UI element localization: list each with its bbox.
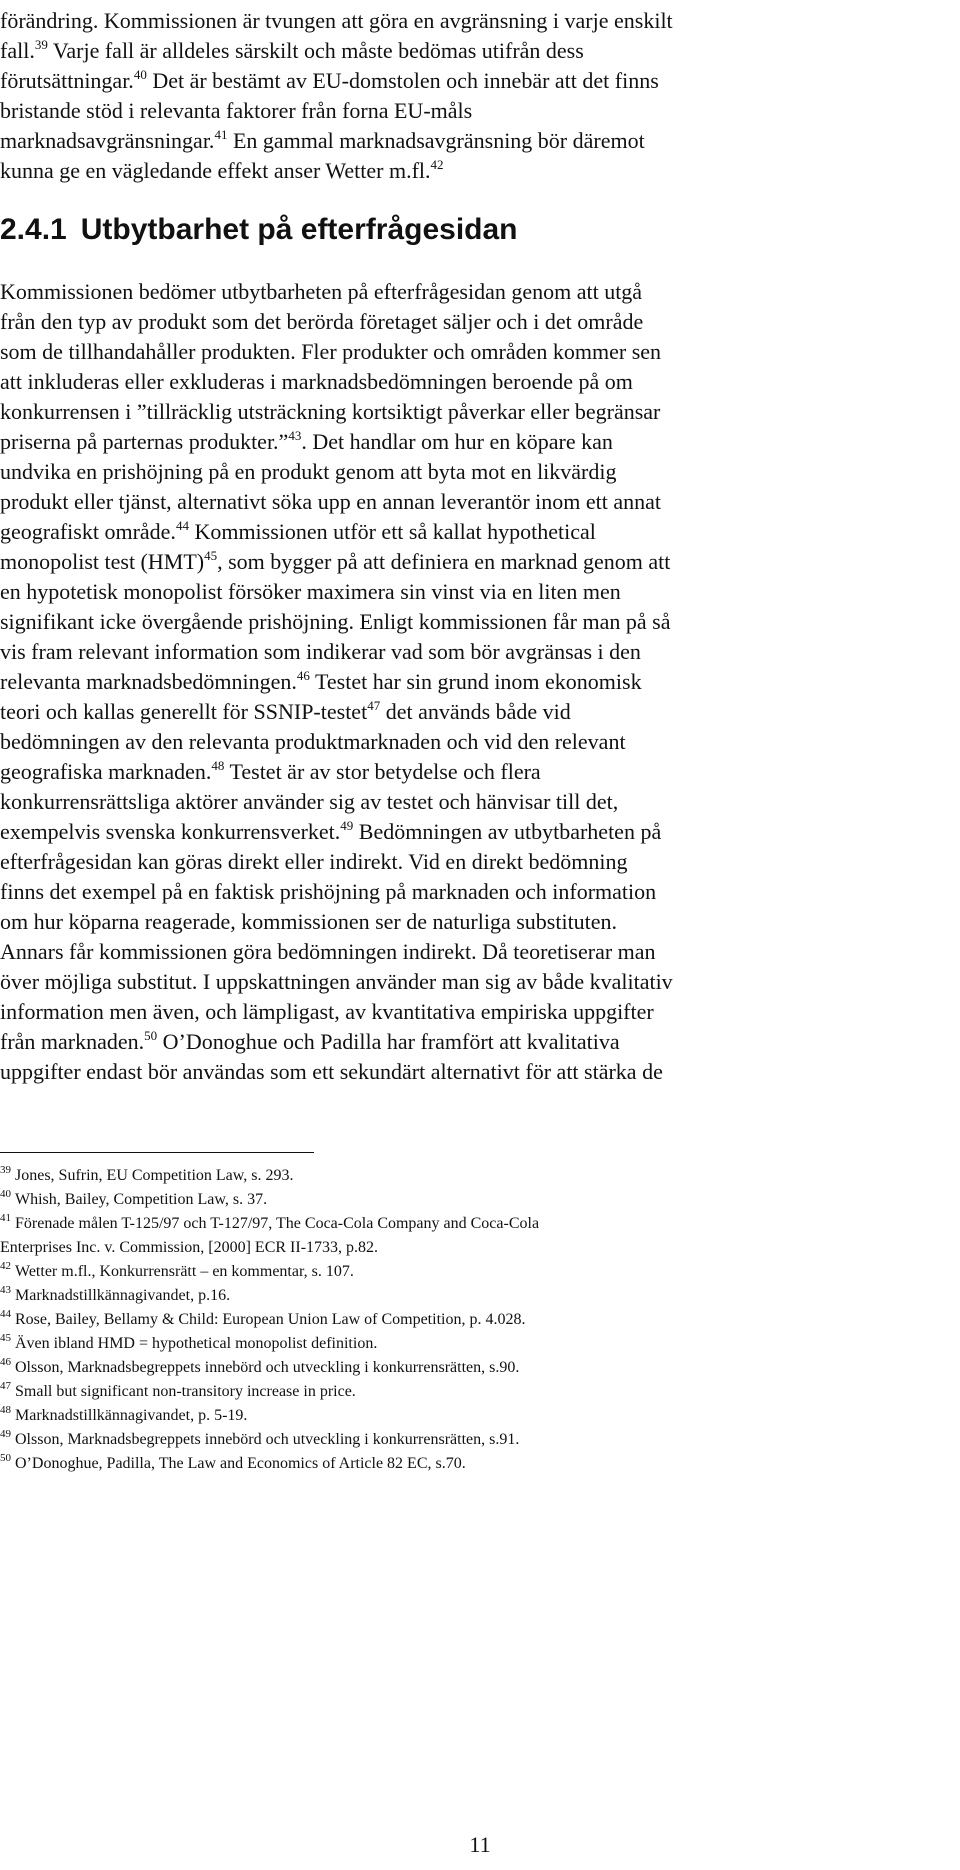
line-text: konkurrensen i ”tillräcklig utsträckning kortsiktigt påverkar eller begränsar [0,399,661,424]
footnote-number: 40 [0,1188,11,1200]
footnote-reference[interactable]: 43 [288,428,302,443]
footnote [0,1380,960,1404]
line-text: signifikant icke övergående prishöjning. Enligt kommissionen får man på så [0,609,671,634]
footnote-reference[interactable]: 41 [214,127,228,142]
footnote-text: Wetter m.fl., Konkurrensrätt – en kommentar, s. 107. [15,1263,354,1280]
line-text: teori och kallas generellt för SSNIP-testet [0,699,368,724]
line-text: från marknaden. [0,1029,145,1054]
text-line [0,967,960,997]
footnote-number: 39 [0,1164,11,1176]
footnote-text: Även ibland HMD = hypothetical monopolist definition. [15,1335,378,1352]
text-line [0,427,960,457]
footnote-text: Rose, Bailey, Bellamy & Child: European Union Law of Competition, p. 4.028. [15,1311,526,1328]
line-text: konkurrensrättsliga aktörer använder sig av testet och hänvisar till det, [0,789,619,814]
line-text: som de tillhandahåller produkten. Fler produkter och områden kommer sen [0,339,662,364]
footnote-separator [0,1152,314,1153]
footnote-text: Small but significant non-transitory increase in price. [15,1383,356,1400]
text-line [0,1027,960,1057]
line-text: relevanta marknadsbedömningen. [0,669,297,694]
text-line [0,1057,960,1087]
page-number: 11 [469,1832,491,1857]
footnote-number: 49 [0,1428,11,1440]
footnote [0,1188,960,1212]
text-line [0,487,960,517]
section-heading [0,212,518,248]
footnote [0,1356,960,1380]
line-text: undvika en prishöjning på en produkt genom att byta mot en likvärdig [0,459,617,484]
line-text: monopolist test (HMT) [0,549,205,574]
text-line [0,457,960,487]
section-title: Utbytbarhet på efterfrågesidan [80,213,518,246]
line-text: att inkluderas eller exkluderas i marknadsbedömningen beroende på om [0,369,633,394]
footnote-number: 45 [0,1332,11,1344]
footnote-number: 44 [0,1308,11,1320]
line-text: information men även, och lämpligast, av kvantitativa empiriska uppgifter [0,999,654,1024]
text-line [0,607,960,637]
footnote-text: Marknadstillkännagivandet, p. 5-19. [15,1407,248,1424]
footnote-reference[interactable]: 49 [340,818,354,833]
line-text: över möjliga substitut. I uppskattningen använder man sig av både kvalitativ [0,969,673,994]
text-line [0,547,960,577]
footnote-reference[interactable]: 39 [34,37,48,52]
footnote [0,1332,960,1356]
footnote [0,1308,960,1332]
footnote-reference[interactable]: 47 [367,698,381,713]
text-line [0,6,960,36]
footnote-reference[interactable]: 50 [144,1028,158,1043]
line-text: Det är bestämt av EU-domstolen och innebär att det finns [146,68,659,93]
text-line [0,847,960,877]
intro-paragraph [0,6,960,186]
line-text: priserna på parternas produkter.” [0,429,289,454]
line-text: från den typ av produkt som det berörda företaget säljer och i det område [0,309,644,334]
line-text: Testet har sin grund inom ekonomisk [309,669,642,694]
line-text: en hypotetisk monopolist försöker maximera sin vinst via en liten men [0,579,621,604]
footnote-text: Marknadstillkännagivandet, p.16. [15,1287,231,1304]
line-text: Annars får kommissionen göra bedömningen indirekt. Då teoretiserar man [0,939,656,964]
text-line [0,126,960,156]
footnote-number: 50 [0,1452,11,1464]
text-line [0,36,960,66]
line-text: Varje fall är alldeles särskilt och måste bedömas utifrån dess [47,38,584,63]
line-text: exempelvis svenska konkurrensverket. [0,819,341,844]
text-line [0,817,960,847]
line-text: det används både vid [380,699,571,724]
text-line [0,757,960,787]
footnote [0,1404,960,1428]
text-line [0,397,960,427]
line-text: förutsättningar. [0,68,134,93]
line-text: O’Donoghue och Padilla har framfört att kvalitativa [157,1029,620,1054]
text-line [0,337,960,367]
footnote-text: O’Donoghue, Padilla, The Law and Economics of Article 82 EC, s.70. [15,1455,466,1472]
footnote-number: 48 [0,1404,11,1416]
footnote-number: 42 [0,1260,11,1272]
footnotes [0,1164,960,1476]
footnote-reference[interactable]: 48 [211,758,225,773]
line-text: vis fram relevant information som indikerar vad som bör avgränsas i den [0,639,641,664]
line-text: Testet är av stor betydelse och flera [224,759,541,784]
text-line [0,156,960,186]
line-text: efterfrågesidan kan göras direkt eller indirekt. Vid en direkt bedömning [0,849,628,874]
section-number: 2.4.1 [0,213,67,246]
text-line [0,367,960,397]
footnote [0,1164,960,1188]
line-text: geografiskt område. [0,519,176,544]
line-text: Kommissionen utför ett så kallat hypothetical [188,519,596,544]
footnote-text: Olsson, Marknadsbegreppets innebörd och utveckling i konkurrensrätten, s.91. [15,1431,520,1448]
text-line [0,907,960,937]
line-text: geografiska marknaden. [0,759,212,784]
footnote-reference[interactable]: 46 [296,668,310,683]
main-paragraph [0,277,960,1087]
footnote-number: 41 [0,1212,11,1224]
footnote [0,1428,960,1452]
footnote [0,1260,960,1284]
footnote-number: 46 [0,1356,11,1368]
text-line [0,877,960,907]
text-line [0,637,960,667]
text-line [0,997,960,1027]
text-line [0,667,960,697]
footnote [0,1284,960,1308]
footnote [0,1452,960,1476]
footnote-text: Jones, Sufrin, EU Competition Law, s. 293. [15,1167,294,1184]
footnote [0,1236,960,1260]
footnote-reference[interactable]: 42 [430,157,444,172]
text-line [0,727,960,757]
text-line [0,66,960,96]
footnote-reference[interactable]: 44 [175,518,189,533]
line-text: kunna ge en vägledande effekt anser Wetter m.fl. [0,158,431,183]
text-line [0,697,960,727]
line-text: Bedömningen av utbytbarheten på [353,819,662,844]
line-text: fall. [0,38,35,63]
text-line [0,577,960,607]
footnote-reference[interactable]: 45 [204,548,218,563]
text-line [0,787,960,817]
footnote-text: Enterprises Inc. v. Commission, [2000] ECR II-1733, p.82. [0,1239,379,1256]
line-text: bristande stöd i relevanta faktorer från forna EU-måls [0,98,473,123]
footnote-number: 43 [0,1284,11,1296]
line-text: produkt eller tjänst, alternativt söka upp en annan leverantör inom ett annat [0,489,662,514]
line-text: förändring. Kommissionen är tvungen att göra en avgränsning i varje enskilt [0,8,673,33]
footnote [0,1212,960,1236]
line-text: uppgifter endast bör användas som ett sekundärt alternativt för att stärka de [0,1059,663,1084]
text-line [0,937,960,967]
line-text: marknadsavgränsningar. [0,128,215,153]
line-text: om hur köparna reagerade, kommissionen ser de naturliga substituten. [0,909,618,934]
line-text: , som bygger på att definiera en marknad genom att [217,549,671,574]
line-text: finns det exempel på en faktisk prishöjning på marknaden och information [0,879,657,904]
line-text: . Det handlar om hur en köpare kan [301,429,613,454]
footnote-text: Olsson, Marknadsbegreppets innebörd och utveckling i konkurrensrätten, s.90. [15,1359,520,1376]
footnote-reference[interactable]: 40 [133,67,147,82]
footnote-number: 47 [0,1380,11,1392]
text-line [0,307,960,337]
footnote-text: Förenade målen T-125/97 och T-127/97, The Coca-Cola Company and Coca-Cola [15,1215,540,1232]
line-text: En gammal marknadsavgränsning bör däremot [227,128,645,153]
line-text: Kommissionen bedömer utbytbarheten på efterfrågesidan genom att utgå [0,279,643,304]
text-line [0,517,960,547]
line-text: bedömningen av den relevanta produktmarknaden och vid den relevant [0,729,626,754]
text-line [0,96,960,126]
footnote-text: Whish, Bailey, Competition Law, s. 37. [15,1191,268,1208]
text-line [0,277,960,307]
